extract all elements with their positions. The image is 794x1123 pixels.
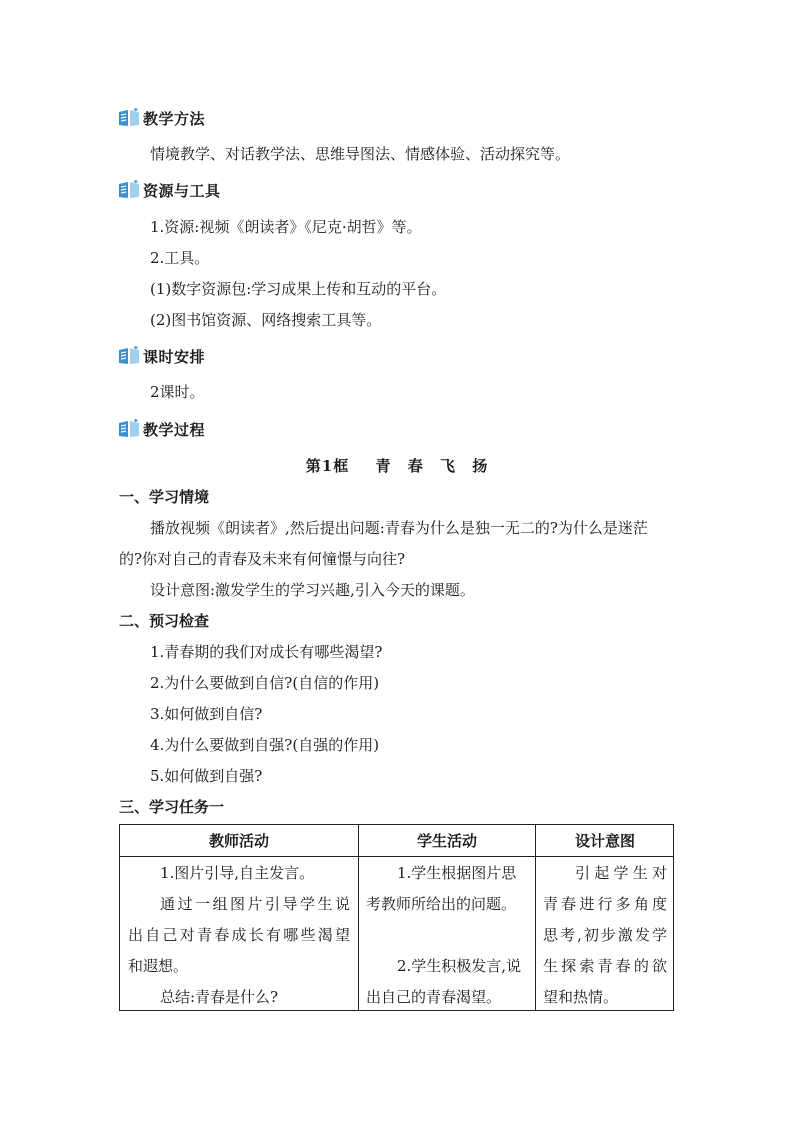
student-line: 2.学生积极发言,说 xyxy=(397,957,522,975)
preview-item: 2.为什么要做到自信?(自信的作用) xyxy=(150,674,380,692)
resource-line: 2.工具。 xyxy=(150,249,210,267)
teacher-line: 1.图片引导,自主发言。 xyxy=(160,864,315,882)
design-line: 引起学生对 xyxy=(575,864,667,882)
teacher-line: 总结:青春是什么? xyxy=(160,988,279,1006)
part1-heading: 一、学习情境 xyxy=(119,488,210,506)
lesson-char: 青 xyxy=(375,457,392,475)
teacher-line: 和遐想。 xyxy=(128,957,189,975)
section-process xyxy=(118,418,205,440)
preview-item: 3.如何做到自信? xyxy=(150,705,263,723)
section-schedule xyxy=(118,345,205,367)
preview-item: 4.为什么要做到自强?(自强的作用) xyxy=(150,736,380,754)
teacher-line: 通过一组图片引导学生说 xyxy=(160,895,350,913)
preview-item: 5.如何做到自强? xyxy=(150,767,263,785)
section-title: 资源与工具 xyxy=(143,181,221,200)
part2-heading: 二、预习检查 xyxy=(119,612,210,630)
part3-heading: 三、学习任务一 xyxy=(119,798,225,816)
student-line: 1.学生根据图片思 xyxy=(397,864,517,882)
student-line: 考教师所给出的问题。 xyxy=(366,895,517,913)
teacher-line: 出自己对青春成长有哪些渴望 xyxy=(128,926,350,944)
header-student: 学生活动 xyxy=(416,832,477,850)
section-title: 课时安排 xyxy=(143,347,206,366)
schedule-text: 2课时。 xyxy=(150,383,205,401)
resource-line: (2)图书馆资源、网络搜索工具等。 xyxy=(150,311,382,329)
section-resources xyxy=(118,179,221,201)
lesson-char: 飞 xyxy=(439,457,456,475)
part1-para-line: 的?你对自己的青春及未来有何憧憬与向往? xyxy=(119,550,406,568)
lesson-title xyxy=(0,455,794,476)
design-line: 思考,初步激发学 xyxy=(543,926,667,944)
part1-para-line: 播放视频《朗读者》,然后提出问题:青春为什么是独一无二的?为什么是迷茫 xyxy=(150,519,648,537)
open-book-icon xyxy=(118,346,140,366)
task-table xyxy=(119,824,674,1011)
student-line: 出自己的青春渴望。 xyxy=(366,988,502,1006)
design-line: 青春进行多角度 xyxy=(543,895,667,913)
lesson-char: 春 xyxy=(407,457,424,475)
header-teacher: 教师活动 xyxy=(208,832,269,850)
header-design: 设计意图 xyxy=(574,832,635,850)
preview-item: 1.青春期的我们对成长有哪些渴望? xyxy=(150,643,383,661)
lesson-number: 第1框 xyxy=(305,457,350,475)
design-line: 生探索青春的欲 xyxy=(543,957,667,975)
section-title: 教学方法 xyxy=(143,109,206,128)
lesson-char: 扬 xyxy=(472,457,489,475)
part1-design-intent: 设计意图:激发学生的学习兴趣,引入今天的课题。 xyxy=(150,581,475,599)
open-book-icon xyxy=(118,419,140,439)
resource-line: (1)数字资源包:学习成果上传和互动的平台。 xyxy=(150,280,447,298)
section-methods xyxy=(118,107,205,129)
section-title: 教学过程 xyxy=(143,420,206,439)
resource-line: 1.资源:视频《朗读者》《尼克·胡哲》等。 xyxy=(150,218,422,236)
open-book-icon xyxy=(118,180,140,200)
design-line: 望和热情。 xyxy=(543,988,619,1006)
methods-text: 情境教学、对话教学法、思维导图法、情感体验、活动探究等。 xyxy=(150,145,571,163)
open-book-icon xyxy=(118,108,140,128)
